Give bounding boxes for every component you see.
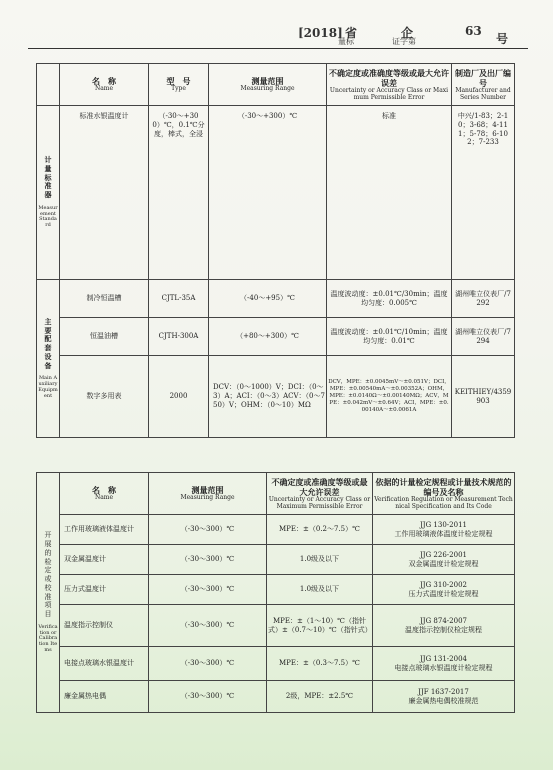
table-row — [37, 647, 515, 681]
item-unc: MPE：±（0.2～7.5）℃ — [267, 515, 373, 545]
item-reg — [373, 545, 515, 575]
item-unc: 2级，MPE：±2.5℃ — [267, 681, 373, 713]
item-reg — [373, 647, 515, 681]
item-name: 双金属温度计 — [60, 545, 149, 575]
side-measurement-standard: 计量标准器 Measurement Standard — [37, 106, 60, 280]
standard-unc: 标准 — [327, 106, 452, 280]
reg-title: 压力式温度计检定规程 — [408, 589, 479, 598]
table-row — [37, 605, 515, 647]
header-liangbiao: 量标 — [338, 37, 354, 46]
item-name: 电接点玻璃水银温度计 — [60, 647, 149, 681]
standard-range: （-30～+300）℃ — [209, 106, 327, 280]
aux-mfr: 湖州唯立仪表厂/7292 — [452, 280, 515, 318]
aux-mfr: KEITHIEY/4359903 — [452, 356, 515, 438]
standard-mfr: 中兴/1-83；2-10；3-68；4-111；5-78；6-102；7-233 — [452, 106, 515, 280]
t1-col-type: 型 号 Type — [149, 64, 209, 106]
aux-type: CJTL-35A — [149, 280, 209, 318]
reg-title: 电接点玻璃水银温度计检定规程 — [394, 663, 493, 672]
table-row — [37, 545, 515, 575]
calibration-items-table — [36, 472, 515, 713]
table-row — [37, 515, 515, 545]
reg-code: JJG 131-2004 — [420, 654, 467, 663]
aux-name: 恒温油槽 — [60, 318, 149, 356]
aux-row — [37, 356, 515, 438]
item-unc: 1.0级及以下 — [267, 545, 373, 575]
side-aux-equipment: 主要配套设备 Main Auxiliary Equipment — [37, 280, 60, 438]
item-range: （-30～300）℃ — [149, 647, 267, 681]
reg-title: 廉金属热电偶校准规范 — [408, 696, 479, 705]
item-name: 压力式温度计 — [60, 575, 149, 605]
t2-col-reg: 依据的计量检定规程或计量技术规范的编号及名称 Verification Regulation or Measurement Technical Specification and Its Code — [373, 473, 515, 515]
table-row — [37, 575, 515, 605]
item-range: （-30～300）℃ — [149, 605, 267, 647]
item-unc: 1.0级及以下 — [267, 575, 373, 605]
t2-col-name: 名 称 Name — [60, 473, 149, 515]
aux-row — [37, 318, 515, 356]
side-calibration-items: 开展的检定或校准项目 Verification or Calibration Items — [37, 473, 60, 713]
t2-col-unc: 不确定度或准确度等级或最大允许误差 Uncertainty or Accuracy Class or Maximum Permissible Error — [267, 473, 373, 515]
item-name: 温度指示控制仪 — [60, 605, 149, 647]
reg-code: JJG 130-2011 — [420, 520, 467, 529]
item-range: （-30～300）℃ — [149, 515, 267, 545]
table1-header-row — [37, 64, 515, 106]
aux-mfr: 湖州唯立仪表厂/7294 — [452, 318, 515, 356]
aux-range: DCV：（0～1000）V；DCI：（0～3）A；ACI：（0～3）ACV：（0～750）V；OHM：（0～10）MΩ — [209, 356, 327, 438]
aux-row — [37, 280, 515, 318]
item-unc: MPE：±（1～10）℃（指针式）±（0.7～10）℃（指针式） — [267, 605, 373, 647]
item-range: （-30～300）℃ — [149, 545, 267, 575]
aux-type: 2000 — [149, 356, 209, 438]
reg-title: 双金属温度计检定规程 — [408, 559, 479, 568]
t1-col-mfr: 制造厂及出厂编号 Manufacturer and Series Number — [452, 64, 515, 106]
header-sheng: 省 — [345, 26, 358, 40]
item-reg — [373, 681, 515, 713]
t1-col-name: 名 称 Name — [60, 64, 149, 106]
item-unc: MPE：±（0.3～7.5）℃ — [267, 647, 373, 681]
reg-code: JJG 226-2001 — [420, 550, 467, 559]
aux-range: （+80～+300）℃ — [209, 318, 327, 356]
header-hao: 号 — [496, 32, 509, 46]
header-rule — [28, 48, 528, 49]
reg-title: 温度指示控制仪检定规程 — [405, 625, 482, 634]
table2-header-row — [37, 473, 515, 515]
aux-range: （-40～+95）℃ — [209, 280, 327, 318]
standard-row — [37, 106, 515, 280]
aux-name: 数字多用表 — [60, 356, 149, 438]
item-name: 工作用玻璃液体温度计 — [60, 515, 149, 545]
item-name: 廉金属热电偶 — [60, 681, 149, 713]
reg-code: JJG 310-2002 — [420, 580, 467, 589]
aux-unc: 温度波动度：±0.01℃/30min；温度均匀度：0.005℃ — [327, 280, 452, 318]
reg-code: JJF 1637-2017 — [418, 687, 469, 696]
item-reg — [373, 515, 515, 545]
table-row — [37, 681, 515, 713]
reg-title: 工作用玻璃液体温度计检定规程 — [394, 529, 493, 538]
reg-code: JJG 874-2007 — [420, 616, 467, 625]
item-reg — [373, 575, 515, 605]
aux-name: 制冷恒温槽 — [60, 280, 149, 318]
header-qi: 企 — [401, 26, 414, 40]
t2-col-range: 测量范围 Measuring Range — [149, 473, 267, 515]
standards-table — [36, 63, 515, 438]
header-number: 63 — [465, 24, 482, 38]
standard-type: （-30～+300）℃，0.1℃分度，棒式，全浸 — [149, 106, 209, 280]
aux-unc: 温度波动度：±0.01℃/10min；温度均匀度：0.01℃ — [327, 318, 452, 356]
item-range: （-30～300）℃ — [149, 681, 267, 713]
item-reg — [373, 605, 515, 647]
standard-name: 标准水银温度计 — [60, 106, 149, 280]
t1-col-unc: 不确定度或准确度等级或最大允许误差 Uncertainty or Accuracy Class or Maximum Permissible Error — [327, 64, 452, 106]
t1-col-range: 测量范围 Measuring Range — [209, 64, 327, 106]
aux-type: CJTH-300A — [149, 318, 209, 356]
item-range: （-30～300）℃ — [149, 575, 267, 605]
aux-unc: DCV，MPE：±0.0045mV～±0.051V；DCI，MPE：±0.00540mA～±0.00352A；OHM，MPE：±0.0140Ω～±0.00140MΩ；ACV，MPE：±0.042mV～±0.64V；ACI，MPE：±0.00140A～±0.0061A — [327, 356, 452, 438]
header-year: [2018] — [298, 26, 343, 40]
header-zhengzidi: 证字第 — [392, 37, 416, 46]
